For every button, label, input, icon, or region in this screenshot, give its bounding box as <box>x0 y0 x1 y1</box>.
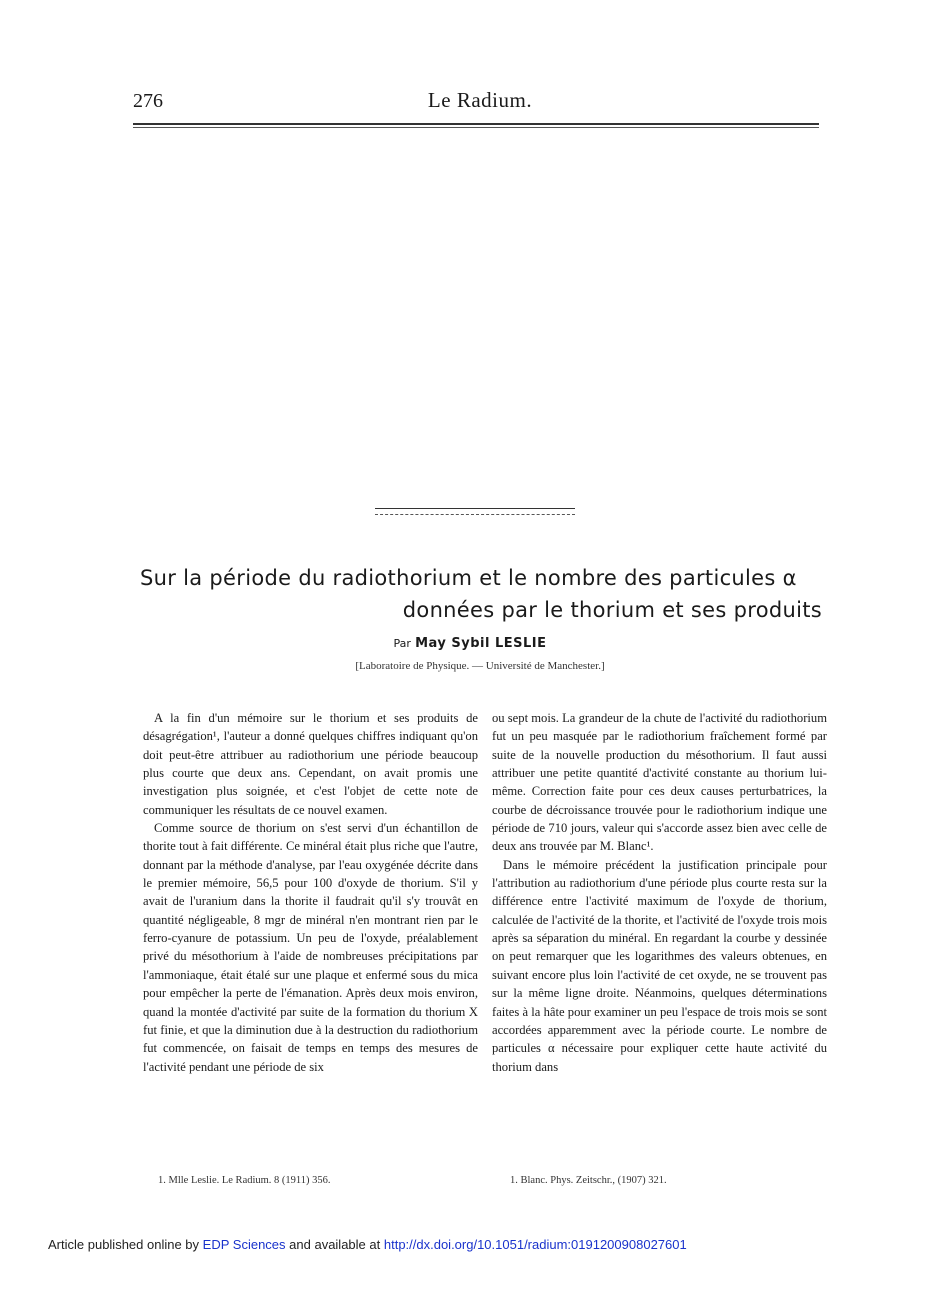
page-number: 276 <box>133 90 163 112</box>
footnote-left: 1. Mlle Leslie. Le Radium. 8 (1911) 356. <box>158 1175 331 1186</box>
header-rule-thin <box>133 127 819 128</box>
paragraph: ou sept mois. La grandeur de la chute de l'activité du radiothorium fut un peu masquée par le radiothorium fraîchement formé par suite de la nouvelle production du mésothorium. Il faut aussi attribuer une petite quantité d'activité constante au thorium lui-même. Correction faite pour ces deux causes perturbatrices, la courbe de décroissance trouvée pour le radiothorium indique une période de 710 jours, valeur qui s'accorde assez bien avec celle de deux ans trouvée par M. Blanc¹. <box>492 711 827 854</box>
header-rule <box>133 123 819 125</box>
section-divider <box>375 508 575 509</box>
doi-link[interactable]: http://dx.doi.org/10.1051/radium:0191200908027601 <box>383 1237 687 1252</box>
affiliation: [Laboratoire de Physique. — Université de Manchester.] <box>355 660 605 672</box>
left-column <box>143 709 478 1076</box>
paragraph: A la fin d'un mémoire sur le thorium et ses produits de désagrégation¹, l'auteur a donné quelques chiffres indiquant qu'on doit peut-être attribuer au radiothorium une période beaucoup plus courte que deux ans. Cependant, on avait promis une investigation plus soignée, et c'est l'objet de cette note de communiquer les résultats de ce nouvel examen. <box>143 711 478 817</box>
journal-title: Le Radium. <box>427 88 533 112</box>
byline <box>360 636 580 651</box>
title-line-1: Sur la période du radiothorium et le nombre des particules α <box>140 566 797 590</box>
section-divider-dashed <box>375 514 575 515</box>
byline-prefix: Par <box>393 637 411 650</box>
footnote-right: 1. Blanc. Phys. Zeitschr., (1907) 321. <box>510 1175 667 1186</box>
article-title <box>60 562 822 626</box>
title-line-2: données par le thorium et ses produits <box>402 598 822 622</box>
publisher-link[interactable]: EDP Sciences <box>202 1237 286 1252</box>
footer-middle: and available at <box>289 1237 381 1252</box>
paragraph: Comme source de thorium on s'est servi d'un échantillon de thorite tout à fait différente. Ce minéral était plus riche que l'autre, donnant par la méthode d'analyse, par l'eau oxygénée décrite dans le premier mémoire, 56,5 pour 100 d'oxyde de thorium. S'il y avait de l'uranium dans la thorite il faudrait qu'il s'y trouvât en quantité négligeable, 8 mgr de minéral n'en montrant rien par le ferro-cyanure de potassium. Un peu de l'oxyde, préalablement privé du mésothorium à l'aide de nombreuses précipitations par l'ammoniaque, était étalé sur une plaque et enfermé sous du mica pour empêcher la perte de l'émanation. Après deux mois environ, quand la montée d'activité par suite de la formation du thorium X fut finie, et que la diminution due à la destruction du radiothorium fut commencée, on faisait de temps en temps des mesures de l'activité pendant une période de six <box>143 821 478 1074</box>
right-column <box>492 709 827 1076</box>
author-name: May Sybil LESLIE <box>415 636 547 651</box>
footer-prefix: Article published online by <box>48 1237 200 1252</box>
paragraph: Dans le mémoire précédent la justification principale pour l'attribution au radiothorium d'une période plus courte resta sur la différence entre l'activité maximum de l'oxyde de thorium, calculée de l'activité de la thorite, et l'activité de l'oxyde trois mois après sa séparation du minéral. En regardant la courbe y dessinée on peut remarquer que les logarithmes des valeurs obtenues, en suivant encore plus loin l'activité de cet oxyde, ne se trouvent pas sur la même ligne droite. Néanmoins, quelques déterminations faites à la hâte pour examiner un peu l'espace de trois mois se sont accordées apparemment avec la période courte. Le nombre de particules α nécessaire pour expliquer cette haute activité du thorium dans <box>492 857 827 1074</box>
publication-footer <box>48 1237 687 1252</box>
